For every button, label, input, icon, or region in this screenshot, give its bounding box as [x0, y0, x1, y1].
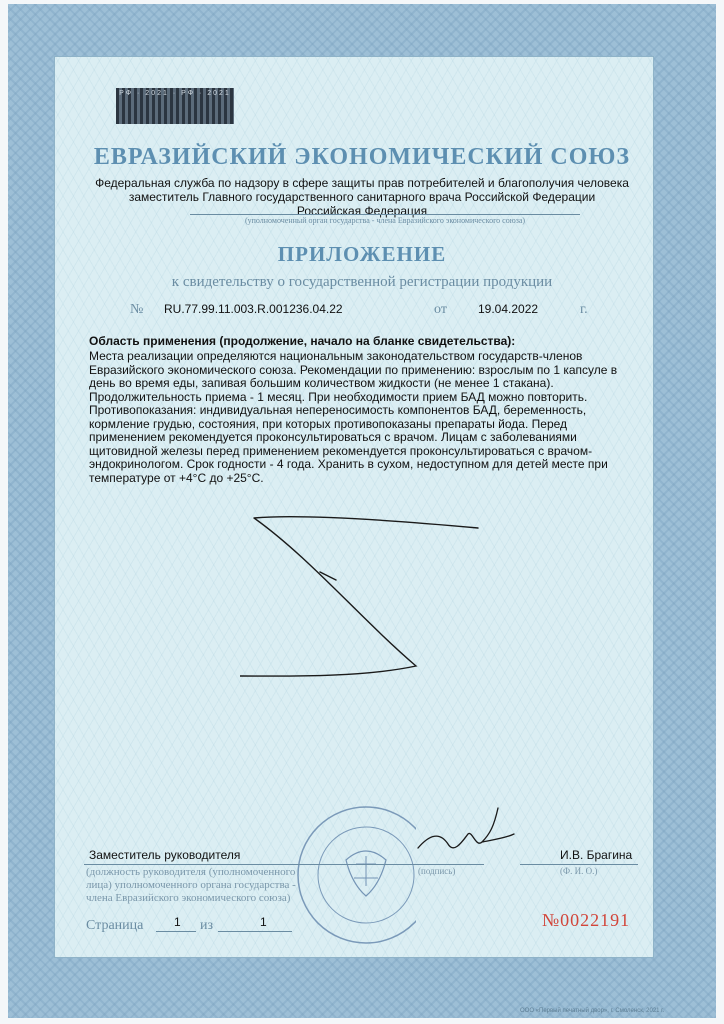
hologram-sticker — [116, 88, 234, 124]
page-label: Страница — [86, 918, 144, 933]
scope-text: Места реализации определяются национальным законодательством государств-членов Евразийского экономического союза. Рекомендации по применению: взрослым по 1 капсуле в день во время еды, запивая большим количеством жидкости (не менее 1 стакана). Продолжительность приема - 1 месяц. При необходимости прием БАД можно повторить. Противопоказания: индивидуальная непереносимость компонентов БАД, беременность, кормление грудью, состояния, при которых противопоказаны препараты йода. Перед применением рекомендуется проконсультироваться с врачом. Лицам с заболеваниями щитовидной железы перед применением рекомендуется проконсультироваться с врачом- эндокринологом. Срок годности - 4 года. Хранить в сухом, недоступном для детей месте при температуре от +4°С до +25°С. — [89, 349, 618, 485]
handwritten-signature — [410, 804, 520, 864]
printer-note: ООО «Первый печатный двор», г. Смоленск, 2021 г. — [520, 1008, 665, 1014]
role-caption: (должность руководителя (уполномоченного лица) уполномоченного органа государства - члена Евразийского экономического союза) — [86, 866, 296, 904]
number-label: № — [130, 302, 144, 317]
serial-number: №0022191 — [542, 910, 631, 930]
certificate-date: 19.04.2022 — [478, 302, 539, 316]
appendix-title: ПРИЛОЖЕНИЕ — [277, 242, 447, 266]
year-suffix: г. — [580, 302, 588, 317]
signatory-role: Заместитель руководителя — [89, 848, 241, 862]
name-caption: (Ф. И. О.) — [560, 866, 598, 876]
appendix-subtitle: к свидетельству о государственной регистрации продукции — [171, 274, 553, 290]
page-total: 1 — [260, 915, 267, 929]
page-current: 1 — [174, 915, 181, 929]
country-line: Российская Федерация — [296, 204, 428, 218]
page-total-underline — [218, 931, 292, 932]
signature-caption: (подпись) — [418, 866, 456, 876]
z-cross-out-mark — [240, 508, 484, 684]
deputy-line: заместитель Главного государственного санитарного врача Российской Федерации — [128, 190, 596, 204]
from-label: от — [434, 302, 447, 317]
page-current-underline — [156, 931, 196, 932]
authority-caption: (уполномоченный орган государства - члена Евразийского экономического союза) — [190, 214, 580, 225]
signatory-name: И.В. Брагина — [560, 848, 633, 862]
signature-underline — [412, 864, 484, 865]
federal-service-block — [60, 176, 664, 218]
federal-service-line: Федеральная служба по надзору в сфере защиты прав потребителей и благополучия человека — [95, 176, 629, 190]
scope-title: Область применения (продолжение, начало на бланке свидетельства): — [89, 334, 516, 348]
page-of-label: из — [200, 918, 214, 933]
role-underline — [84, 864, 422, 865]
union-title: ЕВРАЗИЙСКИЙ ЭКОНОМИЧЕСКИЙ СОЮЗ — [93, 144, 631, 170]
hologram-text: РФ · 2021 · РФ · 2021 — [119, 90, 231, 97]
certificate-number: RU.77.99.11.003.R.001236.04.22 — [164, 302, 343, 316]
name-underline — [520, 864, 638, 865]
